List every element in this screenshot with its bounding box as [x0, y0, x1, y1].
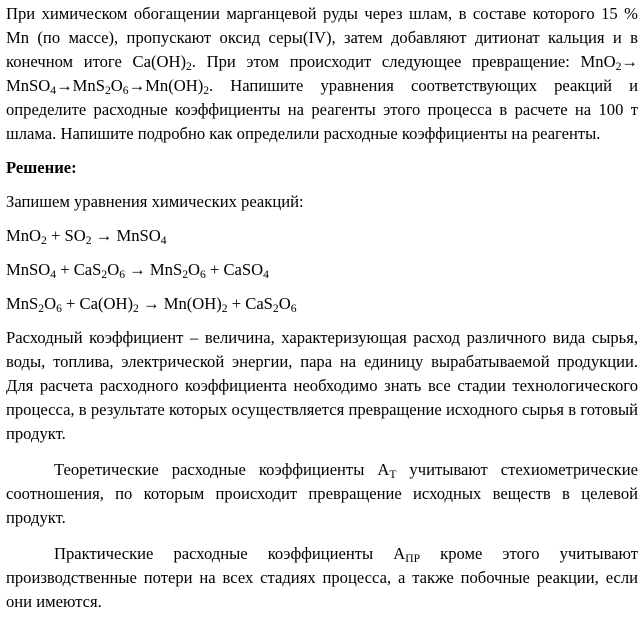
- subscript: 2: [185, 60, 192, 74]
- practical-coefficients-paragraph: Практические расходные коэффициенты $А_{ПР}$ кроме этого учитывают производственные потери на всех стадиях процесса, а также побочные реакции, если они имеются.: [6, 544, 638, 611]
- task-text-6: . Напишите уравнения соответствующих реакций и определите расходные коэффициенты на реагенты этого процесса в расчете на 100 т шлама. Напишите подробно как определили расходные коэффициенты на реагенты.: [6, 76, 638, 143]
- subscript: 2: [104, 84, 111, 98]
- equations-intro: Запишем уравнения химических реакций:: [6, 192, 304, 211]
- subscript: 2: [615, 60, 622, 74]
- subscript: 4: [50, 84, 57, 98]
- equation-1: $MnO_2 + SO_2$ → MnSO$_4$: [6, 226, 167, 248]
- subscript: 2: [203, 84, 210, 98]
- task-text-5: →Mn(OH): [128, 76, 204, 95]
- subscript: Т: [389, 468, 397, 482]
- subscript: ПР: [405, 552, 421, 566]
- task-text-2: . При этом происходит следующее превращение: MnO: [191, 52, 616, 71]
- theoretical-coefficients-paragraph: Теоретические расходные коэффициенты $А_Т$ учитывают стехиометрические соотношения, по которым происходит превращение исходных веществ в целевой продукт.: [6, 460, 638, 527]
- task-text-1: При химическом обогащении марганцевой руды через шлам, в составе которого 15 % Mn (по массе), пропускают оксид серы(IV), затем добавляют дитионат кальция и в конечном итоге Ca(OH): [6, 4, 638, 71]
- equation-2: MnSO$_4$ + $CaS_2O_6 \to MnS_2O_6$ + CaSO$_4$: [6, 260, 269, 282]
- equation-3: $MnS_2O_6 + Ca(OH)_2 \to Mn(OH)_2 + CaS_2O_6$: [6, 294, 297, 316]
- task-paragraph: [6, 2, 638, 146]
- task-text-4: →MnS: [56, 76, 105, 95]
- definition-paragraph: Расходный коэффициент – величина, характеризующая расход различного вида сырья, воды, топлива, электрической энергии, пара на единицу вырабатываемой продукции. Для расчета расходного коэффициента необходимо знать все стадии технологического процесса, в результате которых осуществляется превращение исходного сырья в готовый продукт.: [6, 328, 638, 443]
- solution-heading: Решение:: [6, 158, 77, 177]
- task-text-3: → MnSO: [6, 52, 638, 95]
- task-text-4-mid: O: [110, 76, 123, 95]
- subscript: 6: [122, 84, 129, 98]
